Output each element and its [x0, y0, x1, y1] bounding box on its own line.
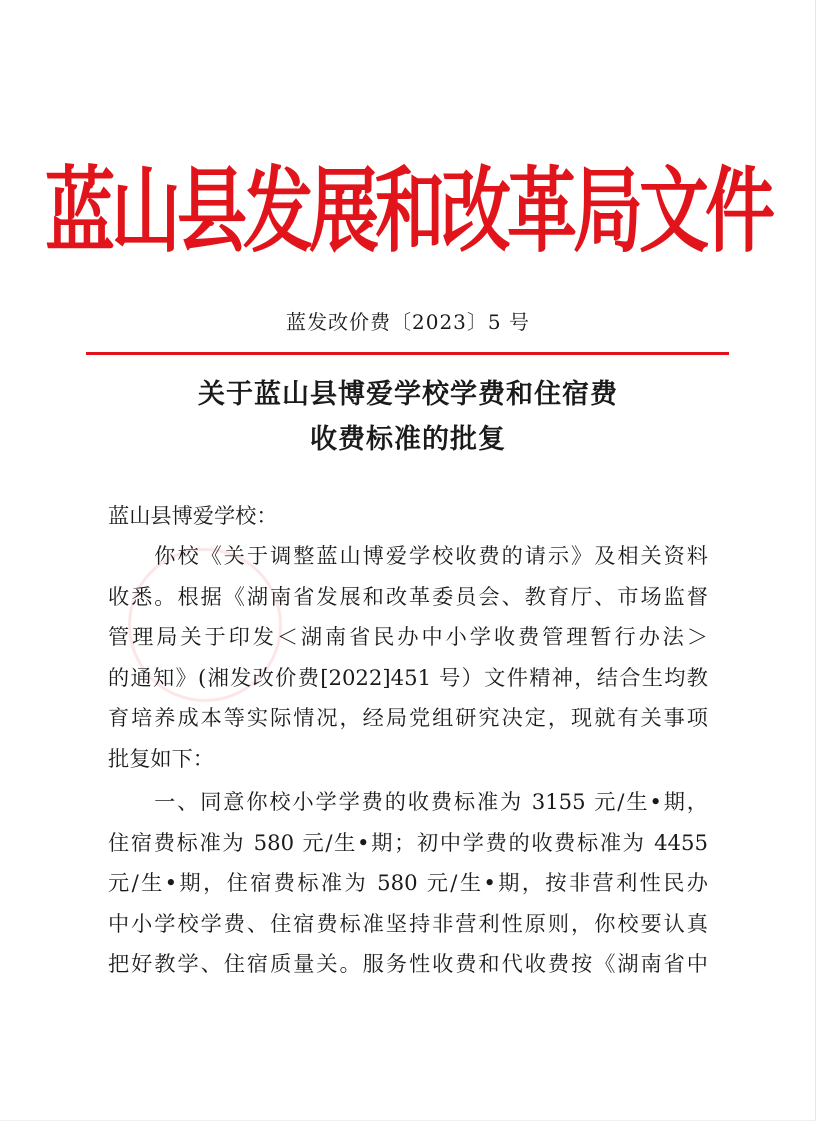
paragraph-1-line: 管理局关于印发＜湖南省民办中小学收费管理暂行办法＞	[108, 624, 708, 649]
paragraph-2-line: 一、同意你校小学学费的收费标准为 3155 元/生•期，	[108, 789, 708, 814]
paragraph-1-line: 批复如下：	[108, 745, 214, 771]
document-title-line-2: 收费标准的批复	[310, 424, 506, 455]
red-divider-line	[86, 352, 729, 355]
paragraph-2-line: 元/生•期，住宿费标准为 580 元/生•期，按非营利性民办	[108, 870, 708, 895]
document-masthead: 蓝山县发展和改革局文件	[45, 155, 771, 266]
paragraph-1-line: 收悉。根据《湖南省发展和改革委员会、教育厅、市场监督	[108, 583, 708, 609]
paragraph-2-line: 把好教学、住宿质量关。服务性收费和代收费按《湖南省中	[108, 951, 708, 976]
paragraph-1	[108, 536, 708, 779]
paragraph-1-line: 育培养成本等实际情况，经局党组研究决定，现就有关事项	[108, 705, 708, 730]
document-title-line-1: 关于蓝山县博爱学校学费和住宿费	[198, 379, 618, 410]
paragraph-1-line: 的通知》(湘发改价费[2022]451 号）文件精神，结合生均教	[108, 664, 708, 690]
paragraph-2	[108, 782, 708, 985]
salutation: 蓝山县博爱学校：	[108, 503, 278, 528]
document-number: 蓝发改价费〔2023〕5 号	[286, 310, 530, 334]
paragraph-2-line: 中小学校学费、住宿费标准坚持非营利性原则，你校要认真	[108, 910, 708, 936]
paragraph-2-line: 住宿费标准为 580 元/生•期；初中学费的收费标准为 4455	[108, 829, 708, 855]
paragraph-1-line: 你校《关于调整蓝山博爱学校收费的请示》及相关资料	[108, 543, 708, 568]
